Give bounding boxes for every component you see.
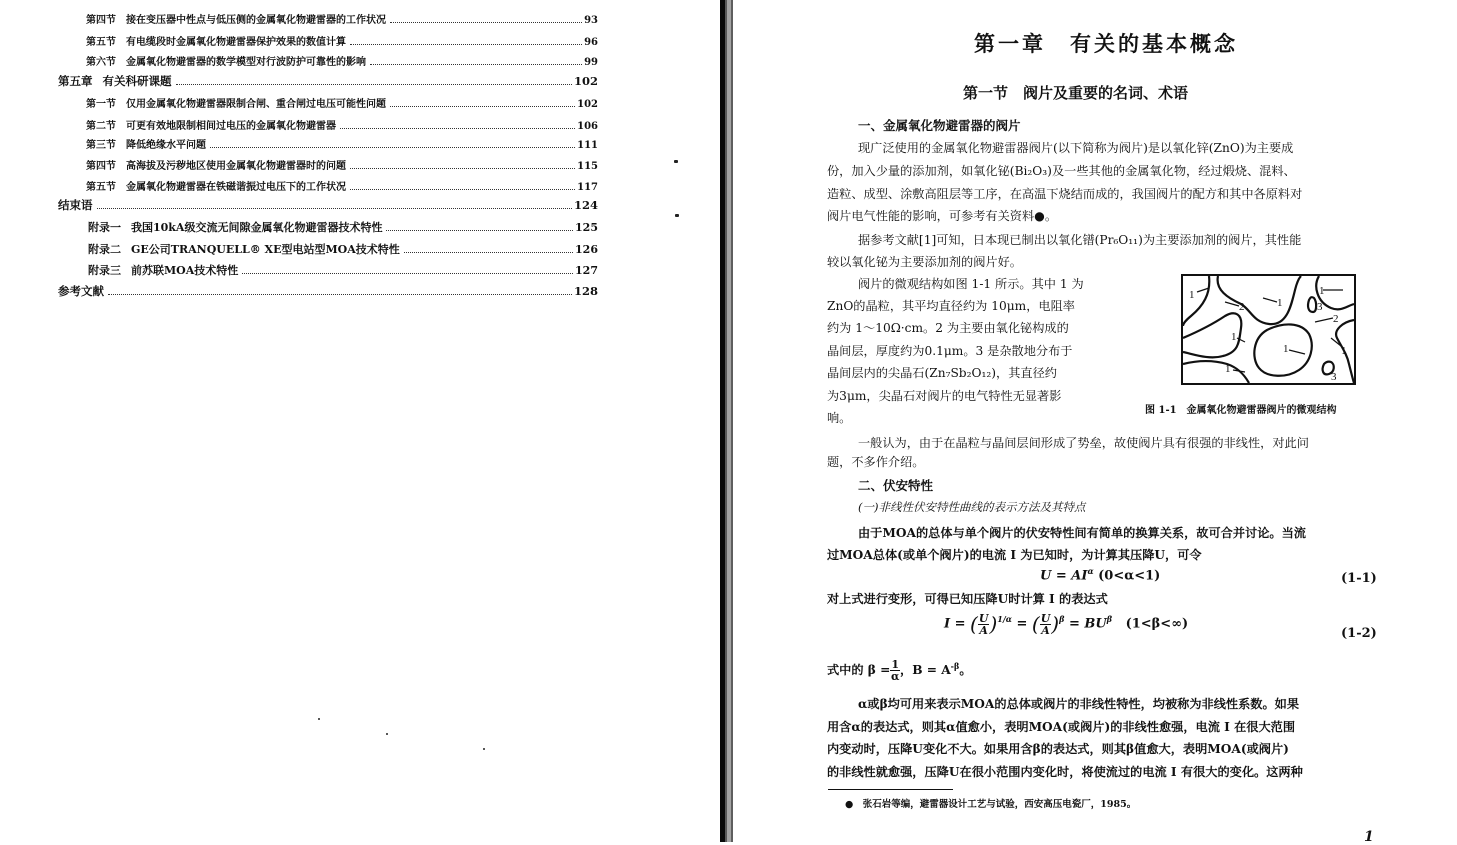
toc-leader-dots bbox=[350, 189, 575, 190]
toc-leader-dots bbox=[242, 273, 573, 274]
paragraph-line: 题，不多作介绍。 bbox=[827, 455, 925, 469]
page-number: 1 bbox=[1364, 829, 1374, 845]
paragraph-line: 用含α的表达式，则其α值愈小，表明MOA(或阀片)的非线性愈强，电流 I 在很大范围 bbox=[827, 720, 1296, 734]
toc-page-number: 111 bbox=[577, 140, 598, 151]
toc-leader-dots bbox=[340, 128, 575, 129]
toc-label: 第四节 bbox=[86, 15, 116, 26]
toc-leader-dots bbox=[210, 147, 575, 148]
toc-page-number: 128 bbox=[573, 284, 598, 298]
paragraph-line: 约为 1～10Ω·cm。2 为主要由氧化铋构成的 bbox=[827, 321, 1069, 335]
toc-title: 仅用金属氧化物避雷器限制合闸、重合闸过电压可能性问题 bbox=[126, 99, 386, 110]
scan-speck bbox=[483, 748, 485, 750]
toc-entry[interactable] bbox=[86, 178, 598, 193]
definition-line: 式中的 β = $\frac{1}{\alpha}$ ，$B = A^{-\beta}$。 bbox=[827, 658, 972, 684]
toc-label: 第二节 bbox=[86, 121, 116, 132]
toc-leader-dots bbox=[176, 84, 572, 85]
toc-page-number: 117 bbox=[577, 182, 598, 193]
paragraph-line: 内变动时，压降U变化不大。如果用含β的表达式，则其β值愈大，表明MOA(或阀片) bbox=[827, 742, 1289, 756]
svg-text:1: 1 bbox=[1283, 343, 1289, 355]
svg-text:3: 3 bbox=[1331, 371, 1337, 383]
paragraph-line: 阀片电气性能的影响，可参考有关资料●。 bbox=[827, 209, 1058, 223]
equation-number: (1-2) bbox=[1341, 626, 1377, 641]
paragraph-line: 对上式进行变形，可得已知压降U时计算 I 的表达式 bbox=[827, 592, 1108, 606]
toc-page-number: 106 bbox=[577, 121, 598, 132]
section-title: 第一节 阀片及重要的名词、术语 bbox=[963, 84, 1189, 102]
svg-text:1: 1 bbox=[1277, 297, 1283, 309]
subsection-heading: 一、金属氧化物避雷器的阀片 bbox=[858, 118, 1021, 133]
left-page-toc bbox=[0, 0, 720, 842]
toc-title: 前苏联MOA技术特性 bbox=[131, 264, 239, 277]
paragraph-line: ZnO的晶粒，其平均直径约为 10μm，电阻率 bbox=[827, 299, 1075, 313]
scan-speck bbox=[675, 214, 679, 217]
toc-label: 第三节 bbox=[86, 140, 116, 151]
paragraph-line: 份，加入少量的添加剂，如氧化铋(Bi₂O₃)及一些其他的金属氧化物，经过煅烧、混料、 bbox=[827, 164, 1296, 178]
paragraph-line: 晶间层内的尖晶石(Zn₇Sb₂O₁₂)，其直径约 bbox=[827, 366, 1057, 380]
toc-page-number: 126 bbox=[575, 243, 598, 256]
paragraph-line: 阀片的微观结构如图 1-1 所示。其中 1 为 bbox=[858, 277, 1084, 291]
toc-label: 附录一 bbox=[88, 221, 121, 234]
toc-title: 我国10kA级交流无间隙金属氧化物避雷器技术特性 bbox=[131, 221, 383, 234]
toc-leader-dots bbox=[386, 230, 573, 231]
toc-entry-chapter[interactable] bbox=[58, 73, 598, 89]
subsection-heading: 二、伏安特性 bbox=[858, 478, 934, 493]
svg-text:1: 1 bbox=[1189, 289, 1195, 301]
toc-title: 接在变压器中性点与低压侧的金属氧化物避雷器的工作状况 bbox=[126, 15, 386, 26]
scan-speck bbox=[674, 160, 678, 163]
scan-speck bbox=[318, 718, 320, 720]
toc-page-number: 102 bbox=[573, 74, 598, 88]
svg-text:2: 2 bbox=[1239, 301, 1245, 313]
paragraph-line: α或β均可用来表示MOA的总体或阀片的非线性特性，均被称为非线性系数。如果 bbox=[858, 697, 1300, 711]
toc-leader-dots bbox=[350, 44, 582, 45]
chapter-title: 第一章 有关的基本概念 bbox=[974, 32, 1238, 56]
scan-speck bbox=[386, 733, 388, 735]
toc-page-number: 125 bbox=[575, 221, 598, 234]
toc-label: 第五节 bbox=[86, 182, 116, 193]
svg-text:2: 2 bbox=[1333, 313, 1339, 325]
toc-page-number: 127 bbox=[575, 264, 598, 277]
toc-title: 结束语 bbox=[58, 198, 93, 212]
toc-page-number: 102 bbox=[577, 99, 598, 110]
svg-text:1: 1 bbox=[1341, 345, 1347, 357]
toc-entry[interactable] bbox=[86, 53, 598, 68]
toc-entry-closing[interactable] bbox=[58, 197, 598, 213]
toc-label: 第五节 bbox=[86, 37, 116, 48]
paragraph-line: 响。 bbox=[827, 411, 852, 425]
paragraph-line: 的非线性就愈强，压降U在很小范围内变化时，将使流过的电流 I 有很大的变化。这两种 bbox=[827, 765, 1303, 779]
figure-microstructure bbox=[1181, 274, 1356, 385]
paragraph-line: 造粒、成型、涂敷高阻层等工序，在高温下烧结而成的，我国阀片的配方和其中各原料对 bbox=[827, 187, 1303, 201]
toc-leader-dots bbox=[404, 252, 573, 253]
equation-number: (1-1) bbox=[1341, 571, 1377, 586]
toc-title: 金属氧化物避雷器在铁磁谐振过电压下的工作状况 bbox=[126, 182, 346, 193]
paragraph-line: 据参考文献[1]可知，日本现已制出以氧化镨(Pr₆O₁₁)为主要添加剂的阀片，其性能 bbox=[858, 233, 1302, 247]
svg-text:3: 3 bbox=[1317, 301, 1323, 313]
toc-entry[interactable] bbox=[86, 117, 598, 132]
toc-entry-appendix[interactable] bbox=[88, 219, 598, 235]
toc-entry-appendix[interactable] bbox=[88, 262, 598, 278]
toc-page-number: 115 bbox=[577, 161, 598, 172]
toc-leader-dots bbox=[108, 294, 572, 295]
toc-title: 降低绝缘水平问题 bbox=[126, 140, 206, 151]
figure-caption: 图 1-1 金属氧化物避雷器阀片的微观结构 bbox=[1145, 405, 1337, 416]
toc-page-number: 124 bbox=[573, 198, 598, 212]
toc-entry-appendix[interactable] bbox=[88, 241, 598, 257]
toc-label: 第五章 bbox=[58, 74, 93, 88]
toc-leader-dots bbox=[350, 168, 575, 169]
subsubsection-heading: (一)非线性伏安特性曲线的表示方法及其特点 bbox=[858, 500, 1086, 514]
toc-title: 可更有效地限制相间过电压的金属氧化物避雷器 bbox=[126, 121, 336, 132]
toc-page-number: 93 bbox=[584, 15, 598, 26]
toc-title: 有电缆段时金属氧化物避雷器保护效果的数值计算 bbox=[126, 37, 346, 48]
paragraph-line: 晶间层，厚度约为0.1μm。3 是杂散地分布于 bbox=[827, 344, 1073, 358]
svg-text:1: 1 bbox=[1231, 331, 1237, 343]
equation-1-2: I = ( $\frac{U}{A}$ )$^{1/\alpha}$ = ( $\frac{U}{A}$ )$^\beta = BU^\beta$ (1<β<∞) bbox=[944, 611, 1189, 637]
toc-entry-references[interactable] bbox=[58, 283, 598, 299]
footnote: ● 张石岩等编，避雷器设计工艺与试验，西安高压电瓷厂，1985。 bbox=[845, 799, 1137, 810]
toc-label: 第四节 bbox=[86, 161, 116, 172]
toc-leader-dots bbox=[390, 22, 582, 23]
toc-entry[interactable] bbox=[86, 11, 598, 26]
toc-leader-dots bbox=[390, 106, 575, 107]
svg-text:1: 1 bbox=[1319, 285, 1325, 297]
toc-entry[interactable] bbox=[86, 33, 598, 48]
toc-leader-dots bbox=[97, 208, 572, 209]
toc-entry[interactable] bbox=[86, 157, 598, 172]
paragraph-line: 由于MOA的总体与单个阀片的伏安特性间有简单的换算关系，故可合并讨论。当流 bbox=[858, 526, 1306, 540]
toc-label: 第六节 bbox=[86, 57, 116, 68]
paragraph-line: 较以氧化铋为主要添加剂的阀片好。 bbox=[827, 255, 1022, 269]
toc-label: 附录三 bbox=[88, 264, 121, 277]
toc-title: GE公司TRANQUELL® XE型电站型MOA技术特性 bbox=[131, 243, 400, 256]
paragraph-line: 过MOA总体(或单个阀片)的电流 I 为已知时，为计算其压降U，可令 bbox=[827, 548, 1202, 562]
toc-title: 有关科研课题 bbox=[102, 74, 172, 88]
paragraph-line: 为3μm，尖晶石对阀片的电气特性无显著影 bbox=[827, 389, 1062, 403]
footnote-rule bbox=[828, 789, 953, 790]
paragraph-line: 现广泛使用的金属氧化物避雷器阀片(以下简称为阀片)是以氧化锌(ZnO)为主要成 bbox=[858, 141, 1294, 155]
toc-title: 参考文献 bbox=[58, 284, 104, 298]
equation-1-1: $U = AI^\alpha$ (0<α<1) bbox=[1040, 566, 1161, 584]
toc-label: 第一节 bbox=[86, 99, 116, 110]
toc-title: 高海拔及污秽地区使用金属氧化物避雷器时的问题 bbox=[126, 161, 346, 172]
toc-leader-dots bbox=[370, 64, 582, 65]
toc-page-number: 99 bbox=[584, 57, 598, 68]
toc-title: 金属氧化物避雷器的数学模型对行波防护可靠性的影响 bbox=[126, 57, 366, 68]
svg-text:1: 1 bbox=[1225, 363, 1231, 375]
toc-entry[interactable] bbox=[86, 95, 598, 110]
paragraph-line: 一般认为，由于在晶粒与晶间层间形成了势垒，故使阀片具有很强的非线性，对此问 bbox=[858, 436, 1309, 450]
page-gutter bbox=[731, 0, 733, 842]
toc-page-number: 96 bbox=[584, 37, 598, 48]
microstructure-diagram bbox=[1183, 276, 1354, 383]
toc-label: 附录二 bbox=[88, 243, 121, 256]
toc-entry[interactable] bbox=[86, 136, 598, 151]
